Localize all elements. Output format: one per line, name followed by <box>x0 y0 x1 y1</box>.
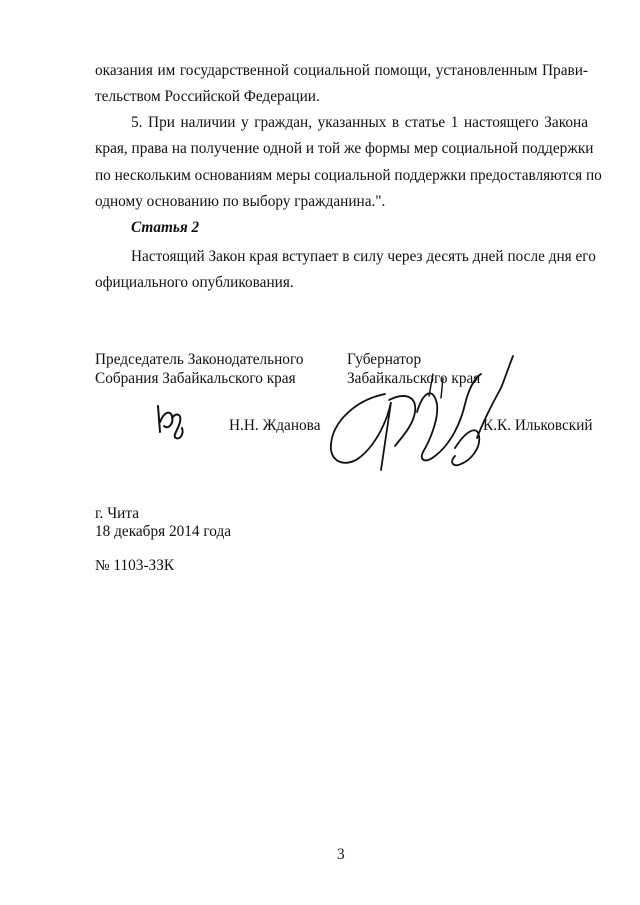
text-line: одному основанию по выбору гражданина.". <box>95 192 386 210</box>
left-signatory-name: Н.Н. Жданова <box>229 417 321 434</box>
page-number: 3 <box>337 846 345 863</box>
text-line: тельством Российской Федерации. <box>95 88 320 106</box>
point-5-paragraph <box>95 110 602 215</box>
date: 18 декабря 2014 года <box>95 523 232 540</box>
text-line: оказания им государственной социальной помощи, установленным Прави- <box>95 62 588 79</box>
text-line: края, права на получение одной и той же формы мер социальной поддержки <box>95 140 594 158</box>
left-signatory-title <box>95 350 304 388</box>
text-line: Настоящий Закон края вступает в силу через десять дней после дня его <box>131 248 596 265</box>
title-line: Губернатор <box>347 351 422 368</box>
place: г. Чита <box>95 505 139 522</box>
title-line: Председатель Законодательного <box>95 351 304 368</box>
right-signatory-name: К.К. Ильковский <box>483 417 593 434</box>
title-line: Забайкальского края <box>347 370 481 387</box>
article-2-heading: Статья 2 <box>131 219 200 236</box>
text-line: официального опубликования. <box>95 274 294 292</box>
law-number: № 1103-ЗЗК <box>95 557 175 574</box>
title-line: Собрания Забайкальского края <box>95 370 296 387</box>
left-handwritten-signature <box>150 402 190 440</box>
text-line: по нескольким основаниям меры социальной поддержки предоставляются по <box>95 166 602 184</box>
article-2-paragraph <box>95 244 596 297</box>
text-line: 5. При наличии у граждан, указанных в статье 1 настоящего Закона <box>131 114 588 131</box>
continuation-paragraph <box>95 58 588 111</box>
